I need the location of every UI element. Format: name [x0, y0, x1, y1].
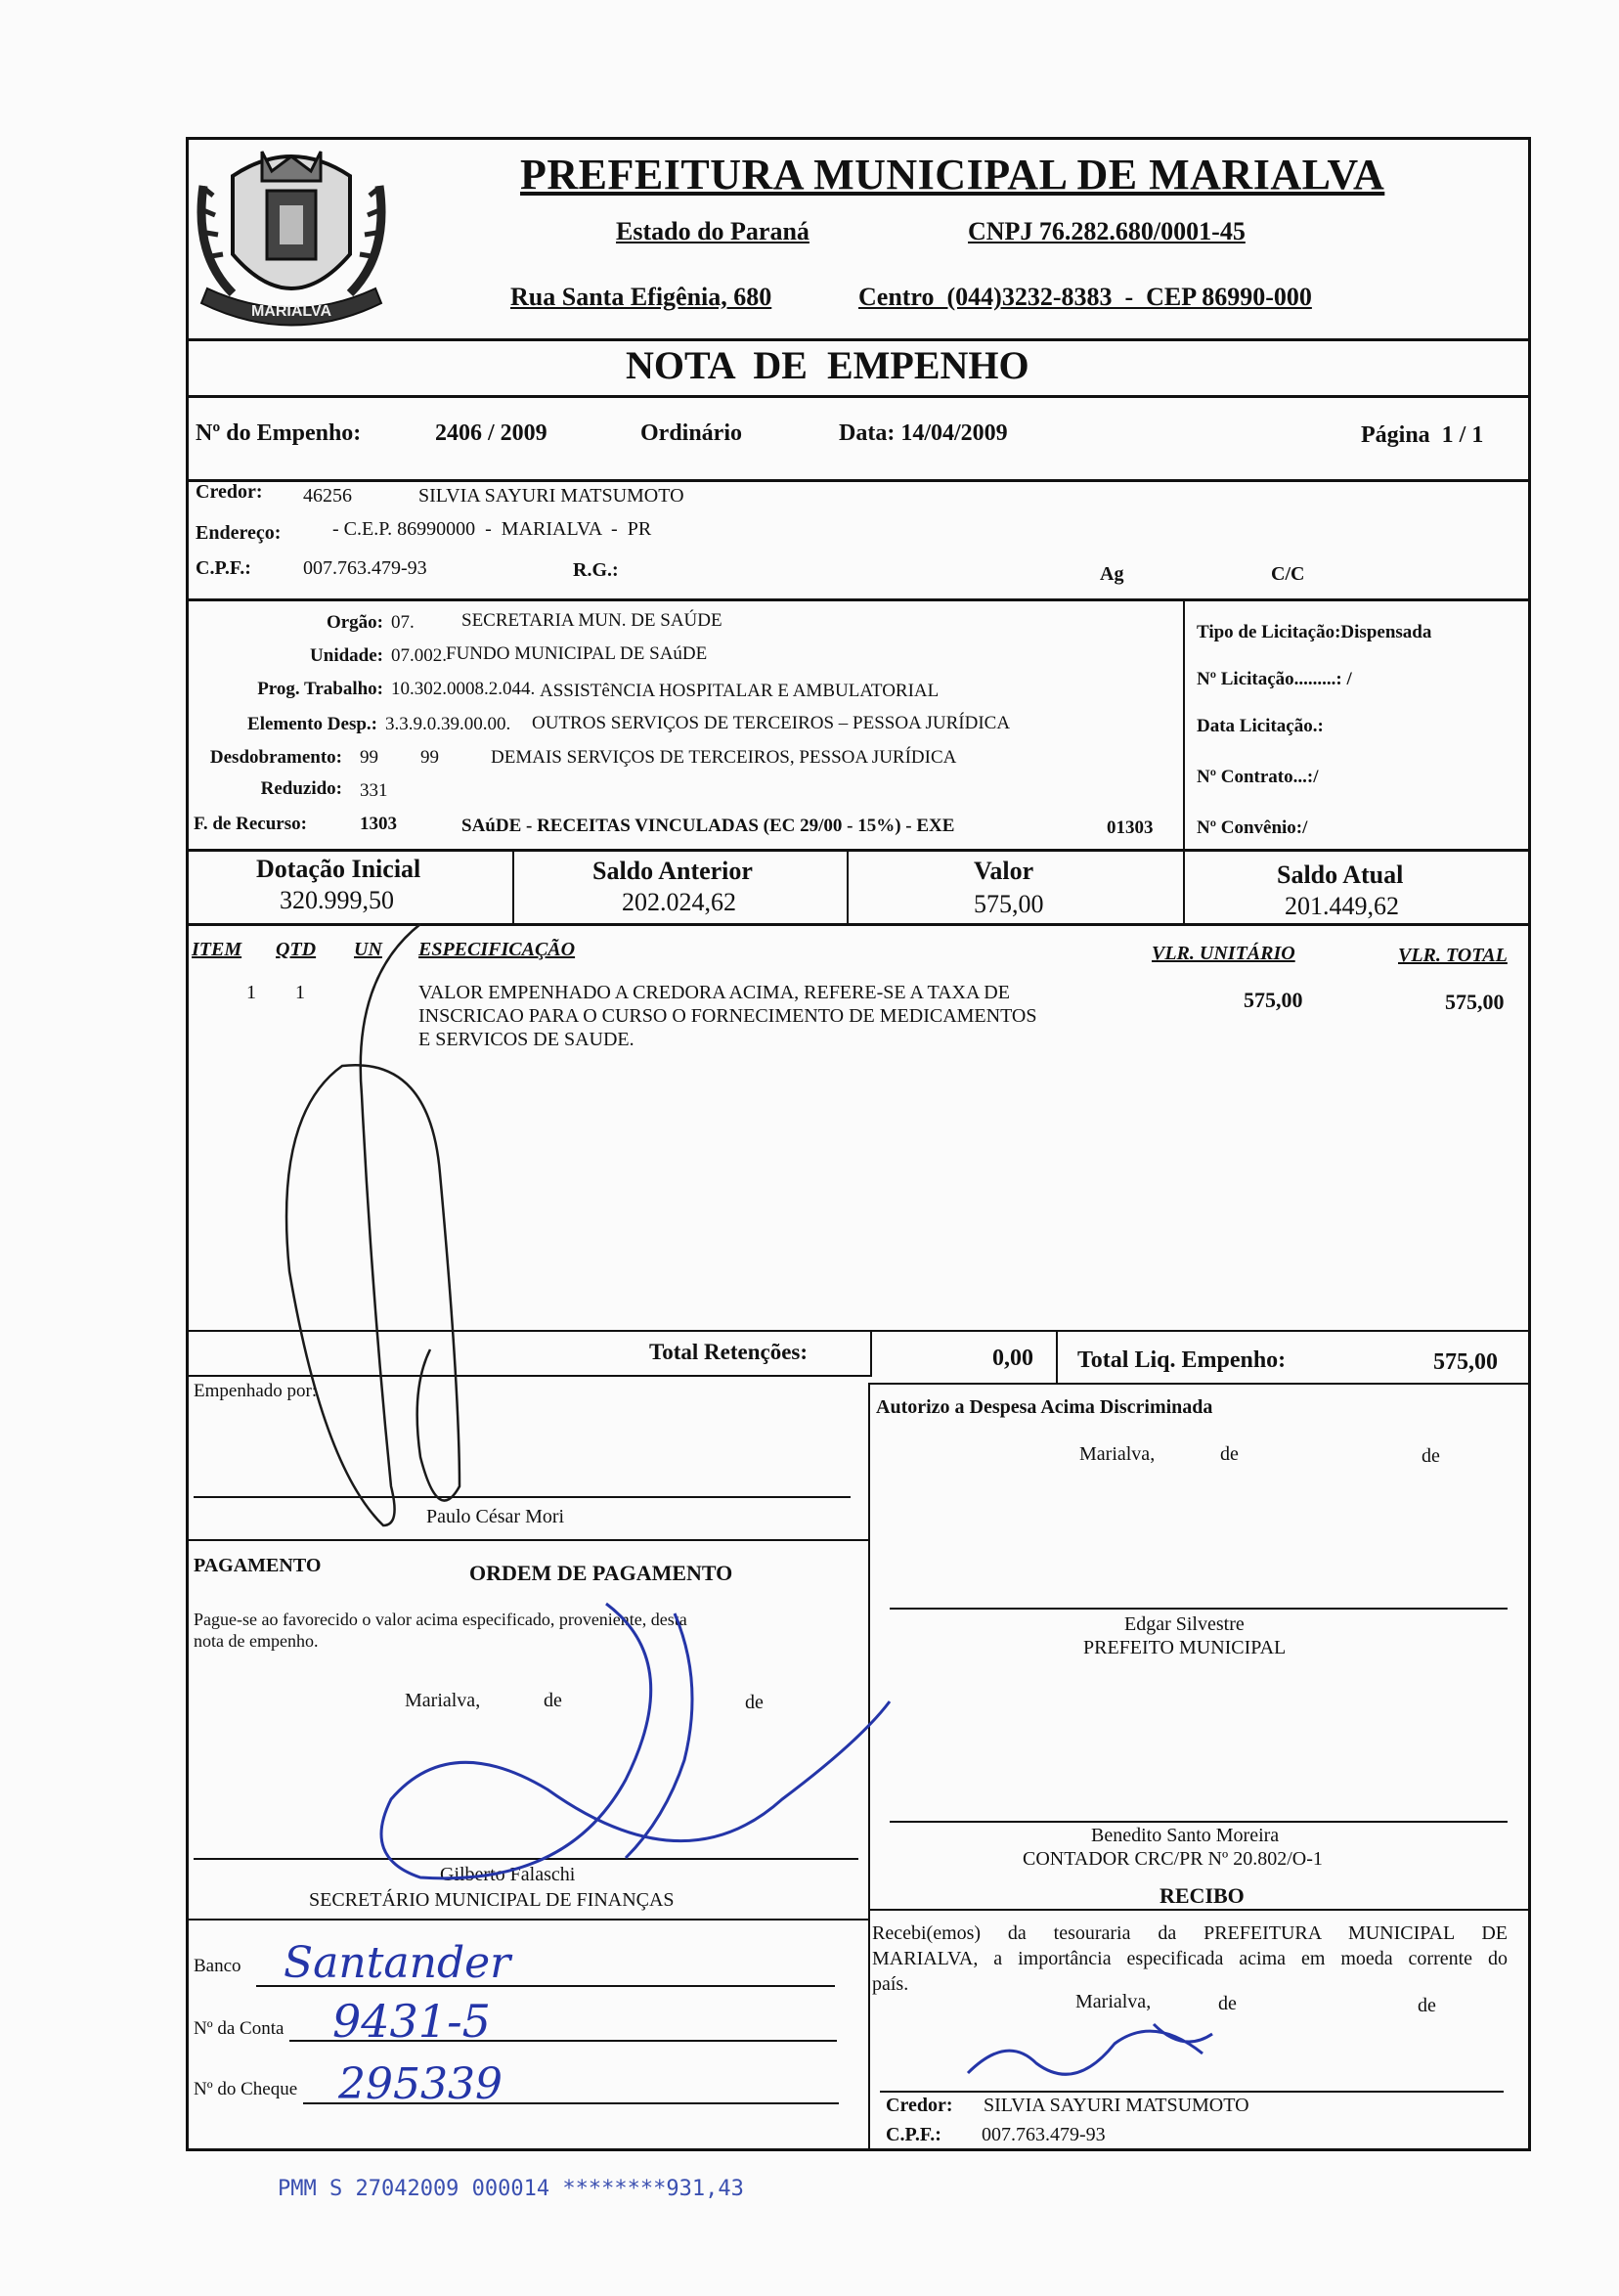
row-description-line-3: E SERVICOS DE SAUDE.: [418, 1029, 634, 1050]
mayor-name: Edgar Silvestre: [1124, 1613, 1245, 1635]
recibo-text-2: MARIALVA, a importância especificada acima em moeda corrente do: [872, 1948, 1508, 1969]
saldo-atual-value: 201.449,62: [1285, 892, 1399, 920]
numero-licitacao: Nº Licitação.........: /: [1197, 669, 1352, 689]
reduzido-label: Reduzido:: [260, 778, 342, 799]
banco-value: Santander: [284, 1938, 511, 1988]
cheque-value: 295339: [338, 2059, 503, 2109]
saldo-anterior-label: Saldo Anterior: [592, 857, 753, 885]
credor-label: Credor:: [196, 481, 263, 503]
orgao-label: Orgão:: [326, 612, 383, 633]
cheque-label: Nº do Cheque: [194, 2079, 298, 2099]
col-header-especificacao: ESPECIFICAÇÃO: [418, 939, 576, 960]
banco-label: Banco: [194, 1956, 241, 1976]
col-header-item: ITEM: [192, 939, 242, 960]
pagamento-label: PAGAMENTO: [194, 1555, 322, 1576]
recibo-de-2: de: [1418, 1995, 1436, 2016]
crest-banner-text: MARIALVA: [250, 303, 332, 320]
recibo-text-3: país.: [872, 1973, 909, 1995]
total-liq-value: 575,00: [1433, 1349, 1498, 1375]
address-label: Rua Santa Efigênia, 680: [510, 283, 772, 311]
prefeitura-title: PREFEITURA MUNICIPAL DE MARIALVA: [520, 151, 1385, 199]
prog-trabalho-label: Prog. Trabalho:: [257, 679, 383, 699]
recibo-credor-label: Credor:: [886, 2095, 953, 2116]
saldo-anterior-value: 202.024,62: [622, 888, 736, 916]
col-header-un: UN: [354, 939, 382, 960]
cnpj-label: CNPJ 76.282.680/0001-45: [968, 217, 1246, 245]
total-liq-label: Total Liq. Empenho:: [1077, 1347, 1287, 1373]
pagamento-text-2: nota de empenho.: [194, 1631, 319, 1651]
autorizo-de-2: de: [1422, 1445, 1440, 1467]
credor-name: SILVIA SAYURI MATSUMOTO: [418, 485, 684, 507]
recibo-title: RECIBO: [1160, 1883, 1245, 1908]
data-licitacao: Data Licitação.:: [1197, 716, 1324, 736]
recurso-code: 1303: [360, 814, 397, 834]
recurso-name: SAúDE - RECEITAS VINCULADAS (EC 29/00 - 15%) - EXE: [461, 816, 955, 836]
desdobramento-label: Desdobramento:: [209, 747, 342, 768]
unidade-code: 07.002.: [391, 645, 447, 666]
empenho-type: Ordinário: [640, 420, 743, 446]
empenho-number: 2406 / 2009: [435, 420, 547, 446]
numero-contrato: Nº Contrato...:/: [1197, 767, 1319, 787]
conta-label: Nº da Conta: [194, 2018, 284, 2039]
pagamento-de-2: de: [745, 1692, 764, 1713]
recibo-text-1: Recebi(emos) da tesouraria da PREFEITURA MUNICIPAL DE: [872, 1922, 1508, 1944]
cpf-label: C.P.F.:: [196, 557, 251, 579]
unidade-label: Unidade:: [310, 645, 383, 666]
row-unit-value: 575,00: [1244, 988, 1303, 1012]
rg-label: R.G.:: [573, 559, 619, 581]
ag-label: Ag: [1100, 563, 1124, 585]
empenhado-label: Empenhado por:: [194, 1381, 318, 1401]
elemento-label: Elemento Desp.:: [247, 714, 377, 734]
page-indicator: Página 1 / 1: [1361, 422, 1484, 448]
empenho-date: Data: 14/04/2009: [839, 420, 1008, 446]
reduzido-code: 331: [360, 780, 388, 801]
pagamento-place: Marialva,: [405, 1690, 481, 1711]
accountant-title: CONTADOR CRC/PR Nº 20.802/O-1: [1023, 1848, 1323, 1870]
col-header-vlr-total: VLR. TOTAL: [1398, 945, 1508, 966]
conta-value: 9431-5: [332, 1995, 491, 2048]
recurso-label: F. de Recurso:: [194, 814, 307, 834]
autorizo-de-1: de: [1220, 1443, 1239, 1465]
empenho-number-label: Nº do Empenho:: [196, 420, 362, 446]
state-label: Estado do Paraná: [616, 217, 810, 245]
recurso-code-2: 01303: [1107, 817, 1154, 838]
recibo-de-1: de: [1218, 1993, 1237, 2014]
district-phone-cep: Centro (044)3232-8383 - CEP 86990-000: [858, 283, 1312, 311]
document-title: NOTA DE EMPENHO: [626, 343, 1029, 387]
row-item: 1: [246, 982, 256, 1003]
recibo-place: Marialva,: [1075, 1991, 1152, 2012]
empenhado-name: Paulo César Mori: [426, 1506, 565, 1527]
credor-code: 46256: [303, 485, 352, 507]
dotacao-label: Dotação Inicial: [256, 855, 421, 883]
autorizo-place: Marialva,: [1079, 1443, 1156, 1465]
secretary-name: Gilberto Falaschi: [440, 1864, 576, 1885]
recibo-credor-name: SILVIA SAYURI MATSUMOTO: [984, 2095, 1249, 2116]
dotacao-value: 320.999,50: [280, 886, 394, 914]
orgao-code: 07.: [391, 612, 415, 633]
saldo-atual-label: Saldo Atual: [1277, 861, 1404, 889]
retencoes-label: Total Retenções:: [649, 1340, 809, 1364]
elemento-code: 3.3.9.0.39.00.00.: [385, 714, 511, 734]
desdobramento-code-b: 99: [420, 747, 439, 768]
prog-trabalho-code: 10.302.0008.2.044.: [391, 679, 536, 699]
col-header-vlr-unitario: VLR. UNITÁRIO: [1152, 943, 1295, 964]
credor-cpf: 007.763.479-93: [303, 557, 427, 579]
recibo-cpf-value: 007.763.479-93: [982, 2124, 1106, 2145]
valor-value: 575,00: [974, 890, 1044, 918]
mayor-title: PREFEITO MUNICIPAL: [1083, 1637, 1287, 1658]
orgao-name: SECRETARIA MUN. DE SAÚDE: [461, 610, 722, 631]
credor-address: - C.E.P. 86990000 - MARIALVA - PR: [332, 518, 652, 540]
footer-stamp: PMM S 27042009 000014 ********931,43: [278, 2177, 744, 2201]
desdobramento-code-a: 99: [360, 747, 378, 768]
row-total-value: 575,00: [1445, 990, 1505, 1014]
unidade-name: FUNDO MUNICIPAL DE SAúDE: [446, 643, 708, 664]
cc-label: C/C: [1271, 563, 1305, 585]
row-description-line-2: INSCRICAO PARA O CURSO O FORNECIMENTO DE MEDICAMENTOS: [418, 1005, 1037, 1027]
pagamento-de-1: de: [544, 1690, 562, 1711]
secretary-title: SECRETÁRIO MUNICIPAL DE FINANÇAS: [309, 1889, 675, 1911]
prog-trabalho-name: ASSISTêNCIA HOSPITALAR E AMBULATORIAL: [540, 681, 940, 701]
tipo-licitacao: Tipo de Licitação:Dispensada: [1197, 622, 1432, 642]
elemento-name: OUTROS SERVIÇOS DE TERCEIROS – PESSOA JURÍDICA: [532, 713, 1011, 733]
retencoes-value: 0,00: [992, 1346, 1033, 1371]
row-description-line-1: VALOR EMPENHADO A CREDORA ACIMA, REFERE-SE A TAXA DE: [418, 982, 1010, 1003]
pagamento-text-1: Pague-se ao favorecido o valor acima especificado, proveniente, desta: [194, 1610, 687, 1629]
col-header-qtd: QTD: [276, 939, 317, 960]
desdobramento-name: DEMAIS SERVIÇOS DE TERCEIROS, PESSOA JURÍDICA: [491, 747, 957, 768]
valor-label: Valor: [974, 857, 1034, 885]
ordem-pagamento: ORDEM DE PAGAMENTO: [469, 1561, 733, 1585]
address-field-label: Endereço:: [196, 522, 282, 544]
numero-convenio: Nº Convênio:/: [1197, 817, 1308, 838]
autorizo-label: Autorizo a Despesa Acima Discriminada: [876, 1396, 1213, 1418]
recibo-cpf-label: C.P.F.:: [886, 2124, 941, 2145]
accountant-name: Benedito Santo Moreira: [1091, 1825, 1280, 1846]
row-qtd: 1: [295, 982, 305, 1003]
